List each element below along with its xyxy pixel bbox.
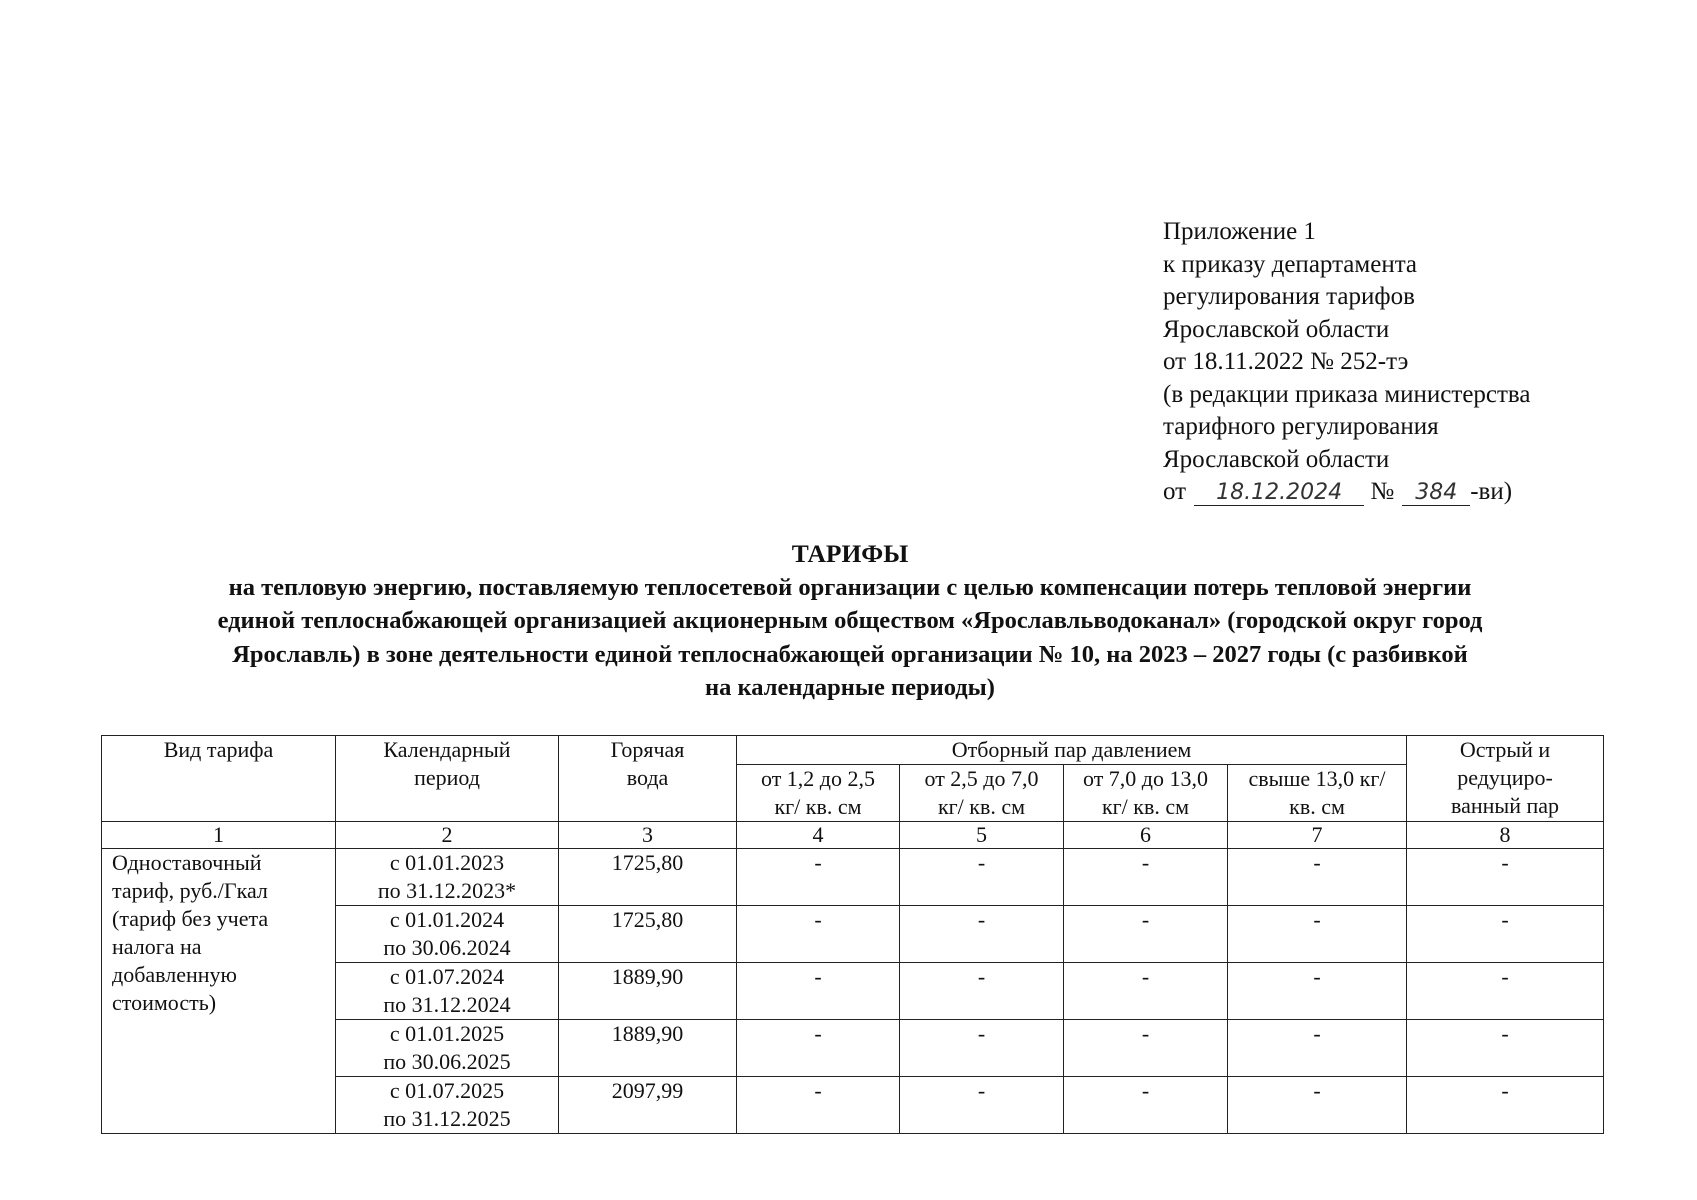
steam-value: - [737, 1020, 900, 1077]
period-to: по 30.06.2025 [383, 1049, 511, 1074]
annex-suffix: -ви) [1470, 478, 1513, 505]
steam-value: - [900, 906, 1064, 963]
period-from: с 01.01.2023 [389, 850, 505, 875]
steam-value: - [737, 906, 900, 963]
steam-value: - [1228, 906, 1407, 963]
sharp-steam-value: - [1407, 849, 1604, 906]
header-steam-col: от 2,5 до 7,0 кг/ кв. см [900, 765, 1064, 822]
annex-line: от 18.11.2022 № 252-тэ [1163, 348, 1409, 375]
handwritten-date: 18.12.2024 [1194, 481, 1364, 506]
column-number: 8 [1407, 822, 1604, 849]
table-row [102, 849, 1604, 906]
steam-value: - [900, 849, 1064, 906]
annex-line: регулирования тарифов [1163, 283, 1415, 310]
steam-value: - [737, 849, 900, 906]
period-to: по 31.12.2024 [383, 992, 511, 1017]
column-number: 1 [102, 822, 336, 849]
steam-value: - [900, 1077, 1064, 1134]
hot-water-value: 2097,99 [559, 1077, 737, 1134]
period-to: по 30.06.2024 [383, 935, 511, 960]
hot-water-value: 1889,90 [559, 1020, 737, 1077]
header-steam-col: свыше 13,0 кг/ кв. см [1228, 765, 1407, 822]
annex-line: Ярославской области [1163, 315, 1390, 343]
handwritten-number: 384 [1402, 481, 1470, 506]
steam-value: - [1228, 1020, 1407, 1077]
header-row [102, 736, 1604, 765]
title-main: ТАРИФЫ [791, 539, 909, 568]
steam-value: - [1228, 1077, 1407, 1134]
column-number: 7 [1228, 822, 1407, 849]
title-line: Ярославль) в зоне деятельности единой теплоснабжающей организации № 10, на 2023 – 2027 годы (с разбивкой [232, 640, 1468, 668]
steam-value: - [1064, 906, 1228, 963]
sharp-steam-value: - [1407, 1077, 1604, 1134]
period-from: с 01.01.2025 [389, 1021, 505, 1046]
title-line: на календарные периоды) [705, 674, 995, 701]
annex-line: Ярославской области [1163, 445, 1390, 473]
column-number: 2 [336, 822, 559, 849]
period-to: по 31.12.2023* [377, 878, 517, 903]
tariff-label: Одноставочный тариф, руб./Гкал (тариф без учета налога на добавленную стоимость) [102, 849, 336, 1134]
header-hot-water: Горячая вода [559, 736, 737, 822]
column-number-row [102, 822, 1604, 849]
annex-line: к приказу департамента [1163, 250, 1418, 278]
annex-line: тарифного регулирования [1163, 413, 1439, 440]
header-sharp-steam: Острый и редуциро-ванный пар [1407, 736, 1604, 822]
annex-line: (в редакции приказа министерства [1163, 380, 1531, 408]
period-cell [336, 1077, 559, 1134]
period-cell [336, 963, 559, 1020]
period-from: с 01.07.2024 [389, 964, 505, 989]
sharp-steam-value: - [1407, 906, 1604, 963]
sharp-steam-value: - [1407, 1020, 1604, 1077]
column-number: 6 [1064, 822, 1228, 849]
period-cell [336, 849, 559, 906]
steam-value: - [900, 1020, 1064, 1077]
sharp-steam-value: - [1407, 963, 1604, 1020]
steam-value: - [1064, 1020, 1228, 1077]
header-period: Календарный период [336, 736, 559, 822]
steam-value: - [1228, 963, 1407, 1020]
number-sign: № [1370, 478, 1395, 505]
hot-water-value: 1889,90 [559, 963, 737, 1020]
header-steam-col: от 1,2 до 2,5 кг/ кв. см [737, 765, 900, 822]
tariffs-table [101, 735, 1604, 1134]
steam-value: - [737, 963, 900, 1020]
period-from: с 01.01.2024 [389, 907, 505, 932]
annex-line: Приложение 1 [1163, 218, 1316, 245]
hot-water-value: 1725,80 [559, 906, 737, 963]
document-title [100, 537, 1600, 705]
steam-value: - [1064, 1077, 1228, 1134]
annex-prefix: от [1163, 478, 1187, 505]
header-tariff-type: Вид тарифа [102, 736, 336, 822]
steam-value: - [900, 963, 1064, 1020]
steam-value: - [1228, 849, 1407, 906]
column-number: 5 [900, 822, 1064, 849]
hot-water-value: 1725,80 [559, 849, 737, 906]
header-steam-col: от 7,0 до 13,0 кг/ кв. см [1064, 765, 1228, 822]
column-number: 3 [559, 822, 737, 849]
column-number: 4 [737, 822, 900, 849]
title-line: единой теплоснабжающей организацией акционерным обществом «Ярославльводоканал» (городской округ город [217, 607, 1483, 634]
title-line: на тепловую энергию, поставляемую теплосетевой организации с целью компенсации потерь тепловой энергии [228, 573, 1472, 601]
period-from: с 01.07.2025 [389, 1078, 505, 1103]
steam-value: - [737, 1077, 900, 1134]
annex-amendment-line [1163, 476, 1663, 509]
period-cell [336, 906, 559, 963]
steam-value: - [1064, 849, 1228, 906]
header-steam-group: Отборный пар давлением [737, 736, 1407, 765]
steam-value: - [1064, 963, 1228, 1020]
period-cell [336, 1020, 559, 1077]
annex-block [1163, 216, 1663, 509]
period-to: по 31.12.2025 [383, 1106, 511, 1131]
